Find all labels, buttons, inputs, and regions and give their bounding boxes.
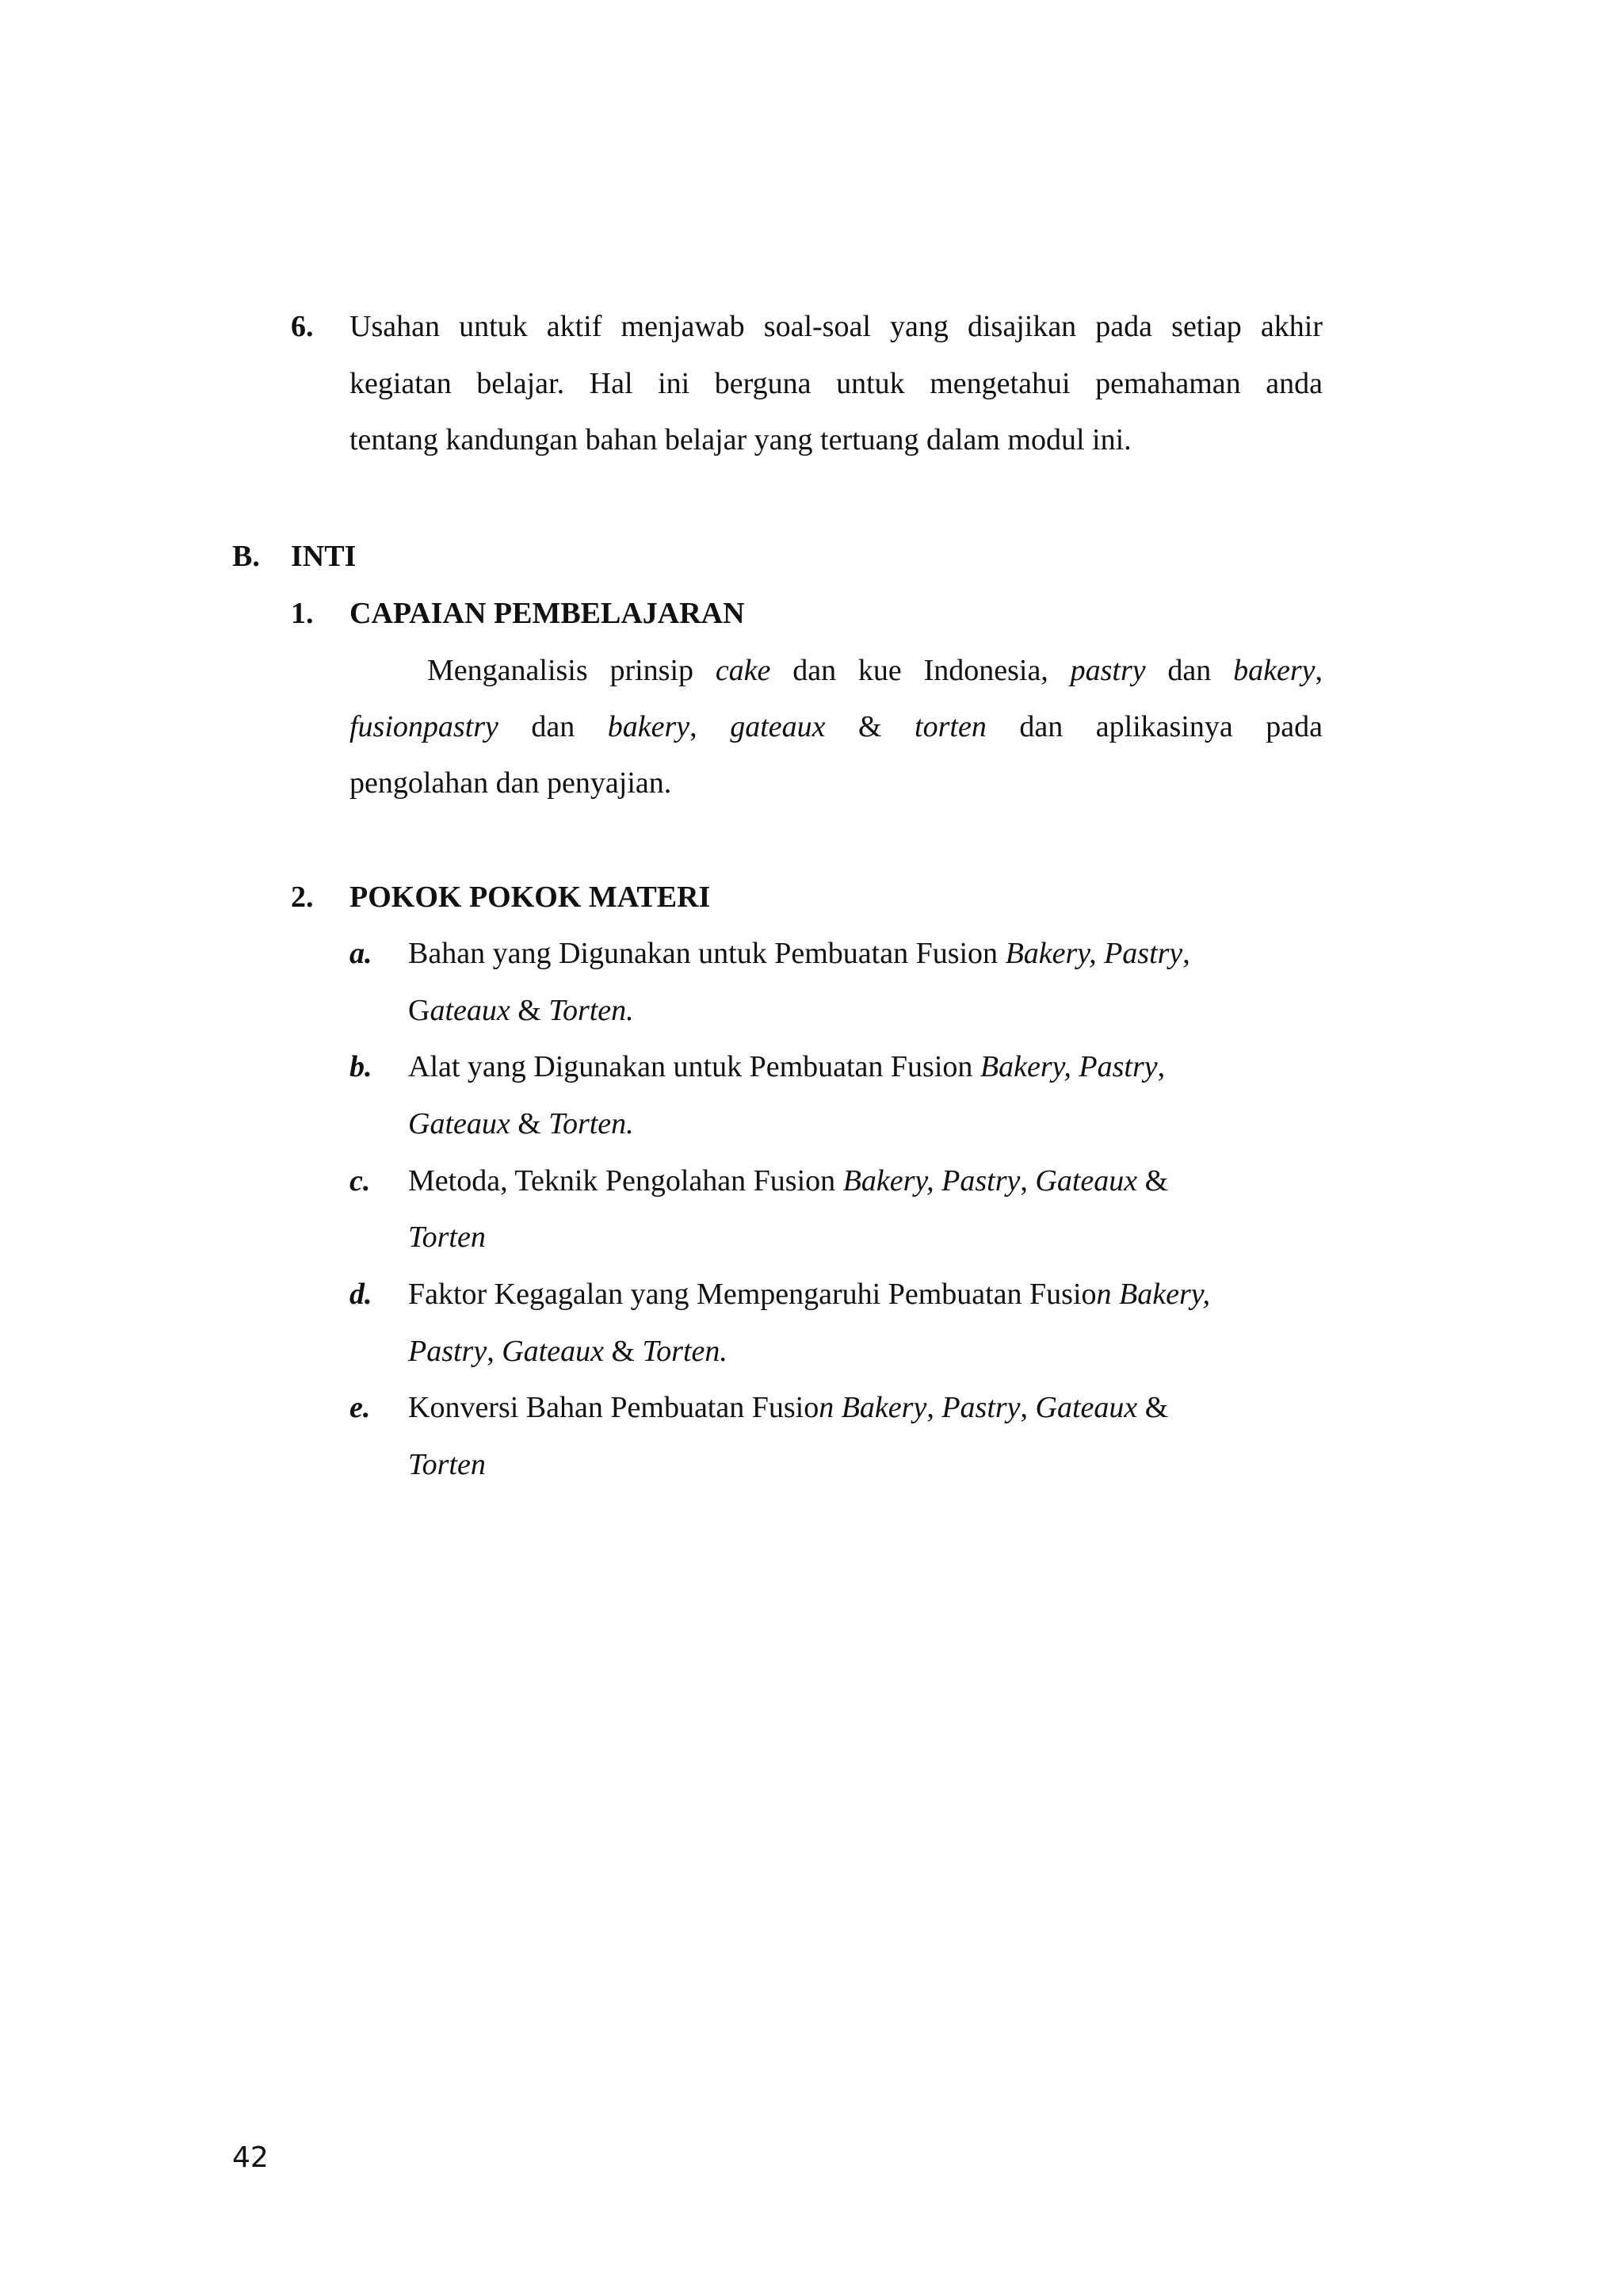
pokok-title: POKOK POKOK MATERI	[349, 881, 711, 914]
section-b-letter: B.	[232, 540, 260, 573]
list-item-a-line-2: Gateaux & Torten.	[408, 994, 634, 1027]
capaian-title: CAPAIAN PEMBELAJARAN	[349, 597, 745, 630]
item-6-number: 6.	[291, 310, 314, 343]
list-item-c-letter: c.	[349, 1164, 371, 1198]
capaian-number: 1.	[291, 597, 314, 630]
item-6-line-3: tentang kandungan bahan belajar yang tertuang dalam modul ini.	[349, 423, 1132, 457]
list-item-d-letter: d.	[349, 1278, 372, 1311]
list-item-a-letter: a.	[349, 937, 372, 970]
capaian-paragraph-line-1: Menganalisis prinsip cake dan kue Indonesia, pastry dan bakery,	[427, 654, 1323, 687]
capaian-paragraph-line-2: fusionpastry dan bakery, gateaux & torten dan aplikasinya pada	[349, 710, 1323, 743]
pokok-number: 2.	[291, 881, 314, 914]
section-b-title: INTI	[291, 540, 357, 573]
list-item-b-line-1: Alat yang Digunakan untuk Pembuatan Fusion Bakery, Pastry,	[408, 1050, 1166, 1083]
item-6-line-1: Usahan untuk aktif menjawab soal-soal yang disajikan pada setiap akhir	[349, 310, 1323, 343]
list-item-c-line-2: Torten	[408, 1221, 486, 1254]
list-item-a-line-1: Bahan yang Digunakan untuk Pembuatan Fusion Bakery, Pastry,	[408, 937, 1190, 970]
capaian-paragraph-line-3: pengolahan dan penyajian.	[349, 766, 672, 800]
list-item-e-letter: e.	[349, 1391, 371, 1424]
page-number: 42	[232, 2141, 269, 2174]
item-6-line-2: kegiatan belajar. Hal ini berguna untuk mengetahui pemahaman anda	[349, 367, 1323, 400]
list-item-d-line-1: Faktor Kegagalan yang Mempengaruhi Pembuatan Fusion Bakery,	[408, 1278, 1211, 1311]
list-item-d-line-2: Pastry, Gateaux & Torten.	[408, 1335, 727, 1368]
list-item-b-line-2: Gateaux & Torten.	[408, 1107, 634, 1140]
list-item-e-line-1: Konversi Bahan Pembuatan Fusion Bakery, Pastry, Gateaux &	[408, 1391, 1169, 1424]
list-item-e-line-2: Torten	[408, 1448, 486, 1481]
list-item-c-line-1: Metoda, Teknik Pengolahan Fusion Bakery, Pastry, Gateaux &	[408, 1164, 1169, 1198]
list-item-b-letter: b.	[349, 1050, 372, 1083]
